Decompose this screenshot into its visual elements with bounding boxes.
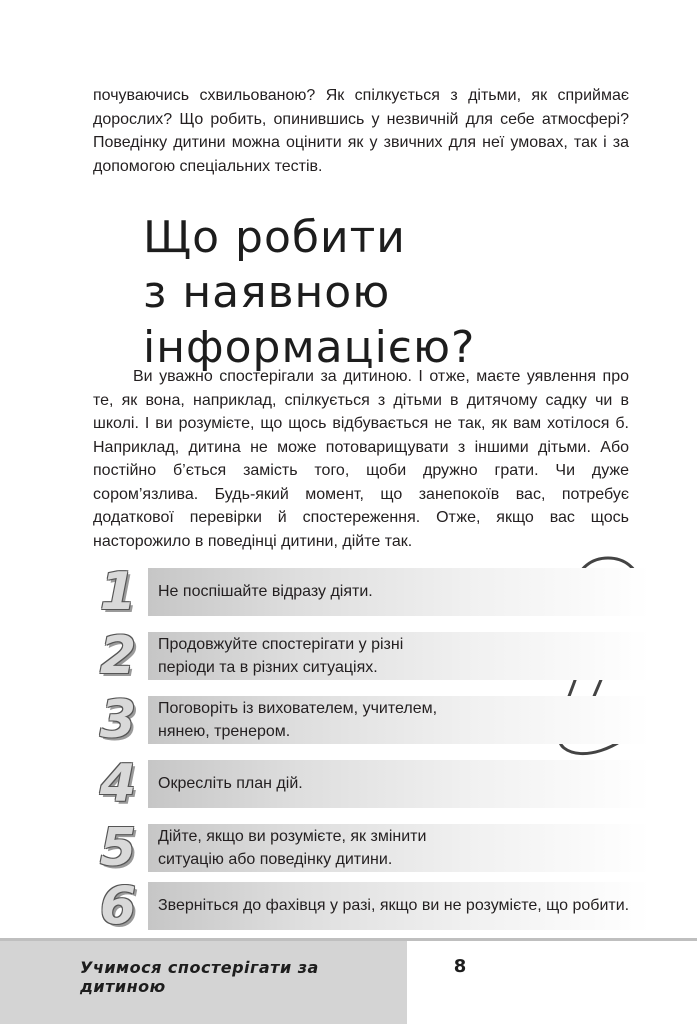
step-text: Не поспішайте відразу діяти. (158, 583, 373, 601)
list-item (90, 756, 650, 812)
step-number: 1 (99, 562, 137, 622)
intro-paragraph: почуваючись схвильованою? Як спілкується з дітьми, як сприймає дорослих? Що робить, опинившись у незвичній для себе атмосфері? Поведінку дитини можна оцінити як у звичних для неї умовах, так і за допомогою спеціальних тестів. (93, 87, 629, 175)
step-number: 6 (99, 876, 137, 936)
list-item (90, 820, 650, 876)
footer-book-title: Учимося спостерігати за дитиною (80, 958, 319, 996)
step-number: 3 (99, 690, 137, 750)
heading-line: Що робити (143, 212, 406, 263)
list-item (90, 628, 650, 684)
step-text: Окресліть план дій. (158, 775, 303, 793)
step-text: Поговоріть із вихователем, учителем, нянею, тренером. (158, 699, 438, 740)
list-item (90, 564, 650, 620)
heading-line: інформацією? (143, 322, 476, 373)
page-number: 8 (453, 956, 467, 977)
step-text: Зверніться до фахівця у разі, якщо ви не розумієте, що робити. (158, 897, 630, 915)
section-heading (143, 210, 563, 375)
step-number: 2 (99, 626, 137, 686)
list-item (90, 692, 650, 748)
heading-line: з наявною (143, 267, 391, 318)
step-text: Продовжуйте спостерігати у різні періоди та в різних ситуаціях. (158, 635, 404, 676)
step-number: 4 (99, 754, 137, 814)
section-paragraph: Ви уважно спостерігали за дитиною. І отже, маєте уявлення про те, як вона, наприклад, спілкується з дітьми в дитячому садку чи в школі. І ви розумієте, що щось відбувається не так, як вам хотілося б. Наприклад, дитина не може потоварищувати з іншими дітьми. Або постійно б’ється замість того, щоби дружно грати. Чи дуже сором’язлива. Будь-який момент, що занепокоїв вас, потребує додаткової перевірки й спостереження. Отже, якщо вас щось насторожило в поведінці дитини, дійте так. (93, 368, 629, 550)
list-item (90, 878, 650, 934)
step-number: 5 (99, 818, 137, 878)
steps-list (90, 560, 650, 936)
step-text: Дійте, якщо ви розумієте, як змінити ситуацію або поведінку дитини. (158, 827, 427, 868)
